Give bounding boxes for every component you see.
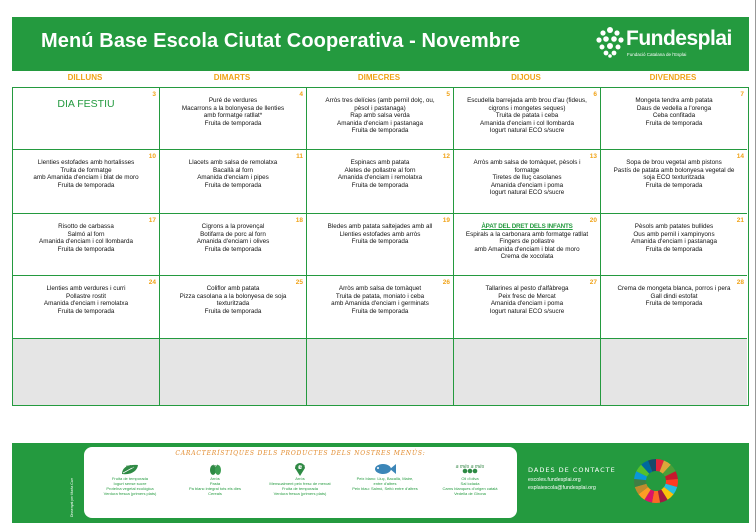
- day-cell: [601, 214, 747, 276]
- dish-list: [309, 97, 451, 135]
- dish-line: Amanida d'enciam i remolatxa: [43, 300, 129, 308]
- dish-line: Espinacs amb patata: [350, 159, 410, 166]
- dish-line: Risotto de carbassa: [58, 223, 114, 230]
- product-line: Cereals: [208, 491, 222, 496]
- day-cell: [454, 88, 601, 150]
- dish-line: Escudella barrejada amb brou d'au (fideus,: [467, 97, 587, 104]
- day-number: 7: [740, 91, 744, 98]
- empty-day-cell: [13, 339, 160, 405]
- dish-line: Fruita de temporada: [57, 307, 115, 315]
- brand-subtitle: Fundació Catalana de l'Esplai: [627, 52, 687, 57]
- day-cell: [601, 276, 747, 339]
- fundesplai-logo: [595, 25, 735, 65]
- day-cell: [307, 276, 454, 339]
- product-column: [258, 462, 342, 496]
- dish-line: Ceba confitada: [652, 112, 696, 120]
- dish-line: Iogurt natural ECO s/sucre: [489, 307, 565, 315]
- day-label-wednesday: DIMECRES: [357, 73, 401, 82]
- dish-line: Llacets amb salsa de remolatxa: [188, 159, 278, 166]
- day-number: 19: [442, 217, 450, 224]
- product-line: Fruita de temporada: [111, 476, 149, 481]
- dish-line: Truita de patata, moniato i ceba: [335, 292, 425, 300]
- product-line: Arròs: [295, 476, 305, 481]
- dish-line: Daus de vedella a l'orenga: [636, 104, 712, 112]
- day-cell: [160, 88, 307, 150]
- day-number: 26: [442, 279, 450, 286]
- dish-list: [15, 159, 157, 189]
- day-cell: [601, 150, 747, 214]
- dish-line: Fruita de temporada: [204, 119, 262, 127]
- dish-list: [162, 285, 304, 315]
- dish-line: Amanida d'enciam i pastanaga: [631, 238, 717, 246]
- day-label-monday: DILLUNS: [67, 73, 103, 82]
- product-line: Arròs: [210, 476, 220, 481]
- day-cell: [160, 276, 307, 339]
- product-line: entre d'altres: [373, 481, 397, 486]
- day-cell: [454, 276, 601, 339]
- product-line: Fruita de temporada: [281, 486, 319, 491]
- day-number: 27: [589, 279, 597, 286]
- day-cell: [454, 214, 601, 276]
- products-title: CARACTERÍSTIQUES DELS PRODUCTES DELS NOSTRES MENÚS:: [175, 450, 426, 457]
- dish-line: Rap amb salsa verda: [350, 112, 410, 120]
- dish-line: Truita de patata i ceba: [495, 112, 559, 120]
- day-number: 20: [589, 217, 597, 224]
- dish-line: Bacallà al forn: [213, 166, 253, 174]
- contact-email[interactable]: esplaiescola@fundesplai.org: [528, 485, 596, 491]
- dish-line: Fruita de temporada: [351, 127, 409, 135]
- logo-flower-icon: [595, 25, 625, 59]
- product-line: Oli d'oliva: [461, 476, 479, 481]
- day-cell: [307, 150, 454, 214]
- dish-line: Coliflor amb patata: [206, 285, 260, 292]
- dish-line: texturitzada: [216, 300, 250, 308]
- product-line: Vedella de Girona: [454, 491, 486, 496]
- product-line: Peix blau: Salmó, Seitó entre d'altres: [352, 486, 418, 491]
- day-number: 12: [442, 153, 450, 160]
- header-banner: [12, 17, 749, 71]
- dish-list: [603, 223, 745, 253]
- product-line: Carns blanques d'origen català: [442, 486, 498, 491]
- dish-line: cigrons i mongetes seques): [488, 104, 566, 112]
- day-cell: [13, 150, 160, 214]
- dish-line: Pollastre rostit: [66, 292, 106, 300]
- dish-line: Fruita de temporada: [351, 238, 409, 246]
- dish-line: Aletes de pollastre al forn: [344, 166, 416, 174]
- dish-line: Arròs tres delícies (amb pernil dolç, ou,: [325, 97, 435, 104]
- page-title: Menú Base Escola Ciutat Cooperativa - Novembre: [41, 30, 521, 52]
- product-line: Pa blanc integral tots els dies: [188, 486, 242, 491]
- sdg-wheel-icon: [633, 458, 679, 504]
- dish-line: Gall dindi estofat: [650, 292, 698, 300]
- product-label: prox: [295, 464, 305, 470]
- day-label-tuesday: DIMARTS: [213, 73, 251, 82]
- dish-line: Tiretes de lluç casolanes: [492, 174, 562, 182]
- day-number: 18: [295, 217, 303, 224]
- dish-line: Fruita de temporada: [645, 245, 703, 253]
- empty-day-cell: [601, 339, 747, 405]
- dish-line: Llenties estofades amb arròs: [339, 230, 421, 238]
- dish-line: amb Amanida d'enciam i germinats: [331, 300, 429, 308]
- designer-credit-text: Dissenyat per Marta Carr: [70, 477, 74, 517]
- product-line: Peix blanc: Lluç, Bacallà, Maire,: [356, 476, 414, 481]
- day-cell: [13, 214, 160, 276]
- dish-line: Iogurt natural ECO s/sucre: [489, 189, 565, 197]
- product-column: [343, 462, 427, 491]
- dish-line: Amanida d'enciam i poma: [490, 300, 564, 308]
- dish-line: pèsol i pastanaga): [354, 104, 406, 112]
- special-meal-title: ÀPAT DEL DRET DELS INFANTS: [481, 223, 573, 230]
- dish-line: Fruita de temporada: [57, 245, 115, 253]
- dish-line: Tallarines al pesto d'alfàbrega: [485, 285, 569, 292]
- dish-line: Fruita de temporada: [645, 181, 703, 189]
- dish-line: Peix fresc de Mercat: [498, 292, 556, 300]
- dish-line: Salmó al forn: [67, 230, 105, 238]
- day-cell: [160, 214, 307, 276]
- dish-line: amb formatge ratllat*: [203, 112, 263, 120]
- day-number: 24: [148, 279, 156, 286]
- day-label-thursday: DIJOUS: [511, 73, 541, 82]
- dish-line: Llenties amb verdures i curri: [46, 285, 126, 292]
- day-number: 17: [148, 217, 156, 224]
- dish-line: Amanida d'enciam i col llombarda: [480, 119, 574, 127]
- dish-line: Amanida d'enciam i remolatxa: [337, 174, 423, 182]
- empty-day-cell: [160, 339, 307, 405]
- product-line: Verdura fresca (primers plats): [103, 491, 157, 496]
- brand-name: Fundesplai: [626, 27, 732, 50]
- menu-calendar-grid: [12, 87, 749, 406]
- day-cell: [160, 150, 307, 214]
- dish-line: soja ECO texturitzada: [643, 174, 705, 182]
- holiday-label: DIA FESTIU: [57, 98, 115, 110]
- dish-line: amb Amanida d'enciam i blat de moro: [33, 174, 139, 182]
- day-number: 3: [152, 91, 156, 98]
- day-cell: [307, 214, 454, 276]
- dish-line: Pizza casolana a la bolonyesa de soja: [179, 292, 287, 300]
- dish-line: Fruita de temporada: [204, 245, 262, 253]
- dish-line: Amanida d'enciam i pipes: [197, 174, 269, 182]
- product-label: eco: [125, 464, 135, 470]
- dish-list: [15, 223, 157, 253]
- dish-line: Cigrons a la provençal: [201, 223, 265, 230]
- dish-list: [456, 223, 598, 261]
- product-column: [173, 462, 257, 496]
- product-line: Mensualment peix fresc de mercat: [269, 481, 331, 486]
- dish-line: Sopa de brou vegetal amb pistons: [626, 159, 722, 166]
- fish-icon: [343, 462, 427, 476]
- dish-line: Macarrons a la bolonyesa de llenties: [181, 104, 285, 112]
- dish-list: [309, 285, 451, 315]
- empty-day-cell: [307, 339, 454, 405]
- dish-line: Pastís de patata amb bolonyesa vegetal de: [613, 166, 735, 174]
- product-characteristics-panel: [84, 447, 517, 518]
- product-line: Proteïna vegetal ecològica: [106, 486, 154, 491]
- dish-line: Amanida d'enciam i olives: [196, 238, 270, 246]
- dish-line: Fruita de temporada: [645, 300, 703, 308]
- product-column: [428, 462, 512, 496]
- product-label: int: [212, 464, 218, 470]
- contact-block: [528, 466, 616, 492]
- weekday-header-row: [12, 73, 749, 87]
- dish-list: [456, 159, 598, 197]
- day-cell: [601, 88, 747, 150]
- dish-line: Llenties estofades amb hortalisses: [37, 159, 135, 166]
- dish-line: Botifarra de porc al forn: [200, 230, 266, 238]
- dish-line: amb Amanida d'enciam i blat de moro: [474, 245, 580, 253]
- product-column: [88, 462, 172, 496]
- dish-line: Amanida d'enciam i pastanaga: [337, 119, 423, 127]
- day-cell: [13, 276, 160, 339]
- dish-list: [603, 159, 745, 189]
- dish-list: [456, 97, 598, 135]
- day-label-friday: DIVENDRES: [649, 73, 697, 82]
- dish-list: [603, 285, 745, 308]
- day-cell: [13, 88, 160, 150]
- dish-line: Fruita de temporada: [645, 119, 703, 127]
- dish-list: [309, 223, 451, 246]
- product-line: Iogurt sense sucre: [113, 481, 147, 486]
- dish-line: Ous amb pernil i xampinyons: [633, 230, 715, 238]
- dish-line: Bledes amb patata saltejades amb all: [327, 223, 433, 230]
- day-cell: [307, 88, 454, 150]
- dish-list: [162, 159, 304, 189]
- day-number: 4: [299, 91, 303, 98]
- dish-list: [309, 159, 451, 189]
- dish-line: Fruita de temporada: [204, 181, 262, 189]
- empty-day-cell: [454, 339, 601, 405]
- dish-list: [603, 97, 745, 127]
- designer-credit: [68, 453, 76, 523]
- day-number: 13: [589, 153, 597, 160]
- dish-line: Espirals a la carbonara amb formatge ratllat: [465, 230, 589, 238]
- contact-website[interactable]: escoles.fundesplai.org: [528, 477, 581, 483]
- dish-line: Arròs amb salsa de tomàquet: [338, 285, 422, 292]
- dish-list: [162, 97, 304, 127]
- product-label: a més a més: [455, 464, 485, 470]
- dish-line: Fingers de pollastre: [499, 238, 555, 246]
- dish-line: Truita de formatge: [60, 166, 112, 174]
- product-line: Verdura fresca (primers plats): [273, 491, 327, 496]
- dish-line: Fruita de temporada: [204, 307, 262, 315]
- day-cell: [454, 150, 601, 214]
- dish-line: Mongeta tendra amb patata: [635, 97, 713, 104]
- day-number: 10: [148, 153, 156, 160]
- day-number: 21: [736, 217, 744, 224]
- dish-list: [456, 285, 598, 315]
- dish-line: Fruita de temporada: [351, 181, 409, 189]
- contact-title: DADES DE CONTACTE: [528, 466, 616, 474]
- day-number: 14: [736, 153, 744, 160]
- product-line: Pasta: [209, 481, 221, 486]
- dish-list: [162, 223, 304, 253]
- day-number: 28: [736, 279, 744, 286]
- dish-line: Amanida d'enciam i col llombarda: [39, 238, 133, 246]
- dish-list: [15, 285, 157, 315]
- dish-line: Iogurt natural ECO s/sucre: [489, 127, 565, 135]
- day-number: 25: [295, 279, 303, 286]
- product-line: Sal iodada: [460, 481, 480, 486]
- dish-line: Fruita de temporada: [351, 307, 409, 315]
- dish-line: Arròs amb salsa de tomàquet, pèsols i: [473, 159, 581, 166]
- dish-line: Pèsols amb patates bullides: [634, 223, 714, 230]
- day-number: 6: [593, 91, 597, 98]
- day-number: 11: [296, 153, 303, 160]
- day-number: 5: [446, 91, 450, 98]
- dish-line: Puré de verdures: [208, 97, 258, 104]
- dish-line: Crema de xocolata: [500, 253, 554, 261]
- dish-line: formatge: [514, 166, 540, 174]
- dish-line: Crema de mongeta blanca, porros i pera: [617, 285, 731, 292]
- dish-line: Amanida d'enciam i poma: [490, 181, 564, 189]
- dish-line: Fruita de temporada: [57, 181, 115, 189]
